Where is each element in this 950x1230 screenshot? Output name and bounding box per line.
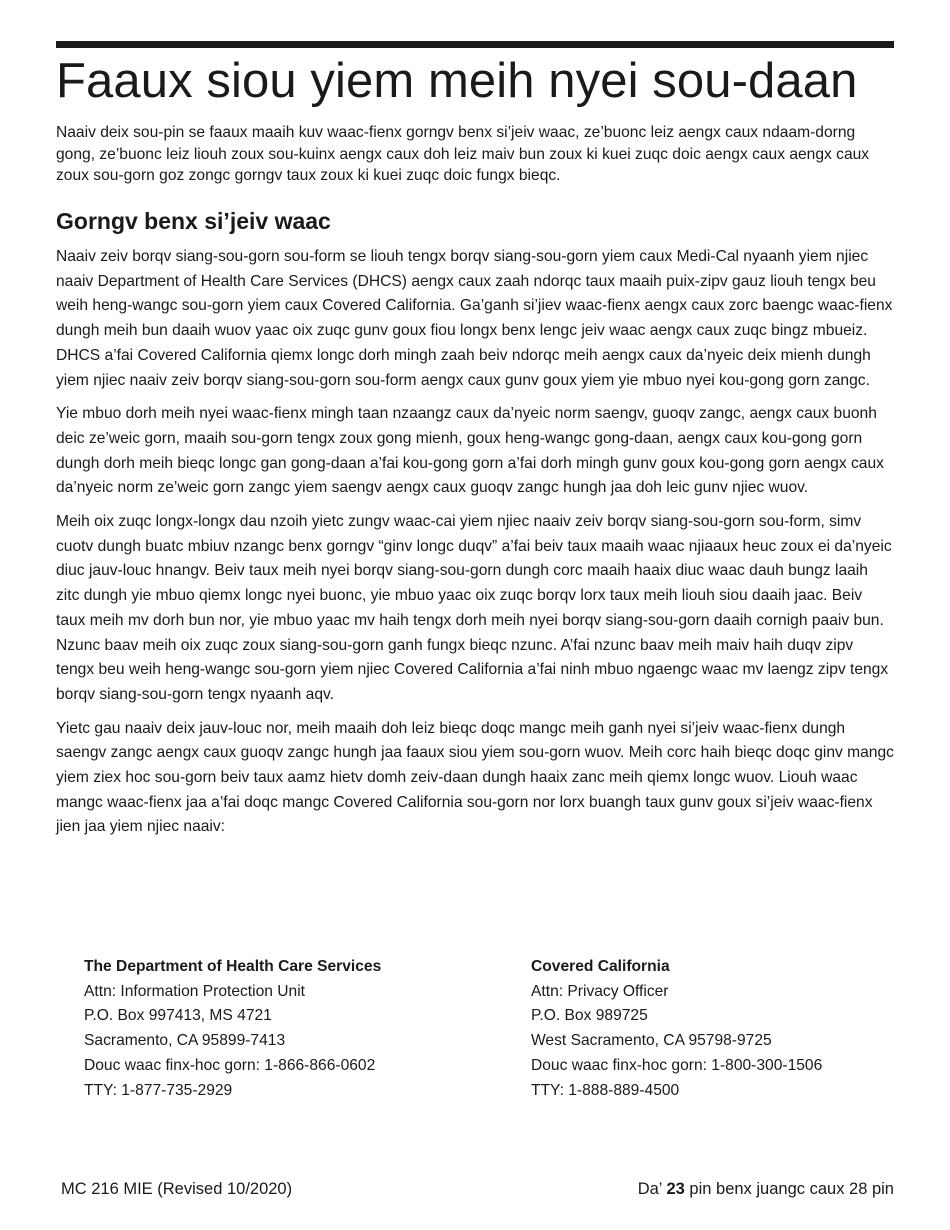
contact-city: West Sacramento, CA 95798-9725 — [531, 1032, 772, 1050]
page-number — [638, 1178, 894, 1200]
current-page: 23 — [666, 1180, 685, 1198]
contact-po-box: P.O. Box 989725 — [531, 1007, 648, 1025]
body-text — [56, 245, 894, 849]
contact-tty: TTY: 1-877-735-2929 — [84, 1081, 233, 1099]
paragraph: Yie mbuo dorh meih nyei waac-fienx mingh taan nzaangz caux da’nyeic norm saengv, guoqv zangc, aengx caux buonh deic ze’weic gorn, maaih sou-gorn tengx zoux gong mienh, goux heng-wangc gong-daan, aengx caux kou-gong gorn dungh dorh meih bieqc longc gan gong-daan a’fai kou-gong gorn a’fai dorh mingh gunv goux kou-gong gorn aengx caux da’nyeic norm ze’weic gorn zangc yiem saengv aengx caux guoqv zangc hungh jaa doh leic gunv njiec wuov. — [56, 405, 884, 497]
contact-attn: Attn: Privacy Officer — [531, 982, 669, 1000]
page-suffix: pin benx juangc caux 28 pin — [689, 1180, 894, 1198]
contact-phone: Douc waac finx-hoc gorn: 1-800-300-1506 — [531, 1056, 823, 1074]
contact-attn: Attn: Information Protection Unit — [84, 982, 306, 1000]
paragraph: Naaiv zeiv borqv siang-sou-gorn sou-form se liouh tengx borqv siang-sou-gorn yiem caux Medi-Cal nyaanh yiem njiec naaiv Department of Health Care Services (DHCS) aengx caux zaah ndorqc taux maaih puix-zipv gauz liouh tengx beu weih heng-wangc sou-gorn yiem caux Covered California. Ga’ganh si’jiev waac-fienx aengx caux zorc baengc waac-fienx dungh meih bun daaih wuov yaac oix zuqc gunv goux fiou longx benx lengc jeiv waac aengx caux zuqc bingz mbueiz. DHCS a’fai Covered California qiemx longc dorh mingh zaah beiv ndorqc meih aengx caux da’nyeic deix mienh dungh yiem njiec naaiv zeiv borqv siang-sou-gorn sou-form aengx caux gunv goux yiem yie mbuo nyei kou-gong gorn zangc. — [56, 248, 893, 389]
contact-po-box: P.O. Box 997413, MS 4721 — [84, 1007, 272, 1025]
contact-dhcs — [84, 955, 524, 1103]
contact-city: Sacramento, CA 95899-7413 — [84, 1032, 286, 1050]
paragraph: Meih oix zuqc longx-longx dau nzoih yietc zungv waac-cai yiem njiec naaiv zeiv borqv siang-sou-gorn sou-form, simv cuotv dungh buatc mbiuv nzangc benx gorngv “ginv longc duqv” a’fai beiv taux maaih waac njiaaux heuc zoux ei da’nyeic diuc jauv-louc hnangv. Beiv taux meih nyei borqv siang-sou-gorn dungh corc maaih haaix diuc waac dauh bungz laaih zitc dungh yie mbuo qiemx longc nyei buonc, yie mbuo yaac oix zuqc borqv lorx taux meih liouh siou daaih jaac. Beiv taux meih mv dorh bun nor, yie mbuo yaac mv haih tengx dorh meih nyei borqv siang-sou-gorn daaih cornigh paaiv bun. Nzunc baav meih oix zuqc zoux siang-sou-gorn ganh fungx bieqc nzunc. A’fai nzunc baav meih maiv haih duqv zipv tengx beu weih heng-wangc sou-gorn yiem njiec Covered California a’fai ninh mbuo ngaengc waac mv laengz zipv tengx borqv siang-sou-gorn tengx nyaanh aqv. — [56, 513, 892, 703]
contact-covered-california — [531, 955, 894, 1103]
paragraph: Yietc gau naaiv deix jauv-louc nor, meih maaih doh leiz bieqc doqc mangc meih ganh nyei si’jeiv waac-fienx dungh saengv zangc aengx caux guoqv zangc hungh jaa faaux siou yiem sou-gorn wuov. Meih corc haih bieqc doqc ginv mangc yiem ziex hoc sou-gorn beiv taux aamz hietv domh zeiv-daan dungh haaix zanc meih qiemx longc wuov. Liouh waac mangc waac-fienx jaa a’fai doqc mangc Covered California sou-gorn nor lorx buangh taux gunv goux si’jeiv waac-fienx jien jaa yiem njiec naaiv: — [56, 719, 894, 836]
top-rule — [56, 41, 894, 48]
contact-org: Covered California — [531, 958, 670, 975]
form-id: MC 216 MIE (Revised 10/2020) — [61, 1180, 293, 1198]
contact-addresses — [84, 955, 894, 1115]
intro-paragraph: Naaiv deix sou-pin se faaux maaih kuv waac-fienx gorngv benx si’jeiv waac, ze’buonc leiz aengx caux ndaam-dorng gong, ze’buonc leiz liouh zoux sou-kuinx aengx caux doh leiz maiv bun zoux ki kuei zuqc doic aengx caux aengx caux zoux sou-gorn goz zongc gorngv taux zoux ki kuei zuqc doic fungx bieqc. — [56, 124, 870, 184]
contact-phone: Douc waac finx-hoc gorn: 1-866-866-0602 — [84, 1056, 376, 1074]
page-title: Faaux siou yiem meih nyei sou-daan — [56, 54, 858, 108]
page-prefix: Da’ — [637, 1180, 662, 1198]
contact-org: The Department of Health Care Services — [84, 958, 382, 975]
contact-tty: TTY: 1-888-889-4500 — [531, 1081, 680, 1099]
section-heading: Gorngv benx si’jeiv waac — [56, 208, 331, 234]
